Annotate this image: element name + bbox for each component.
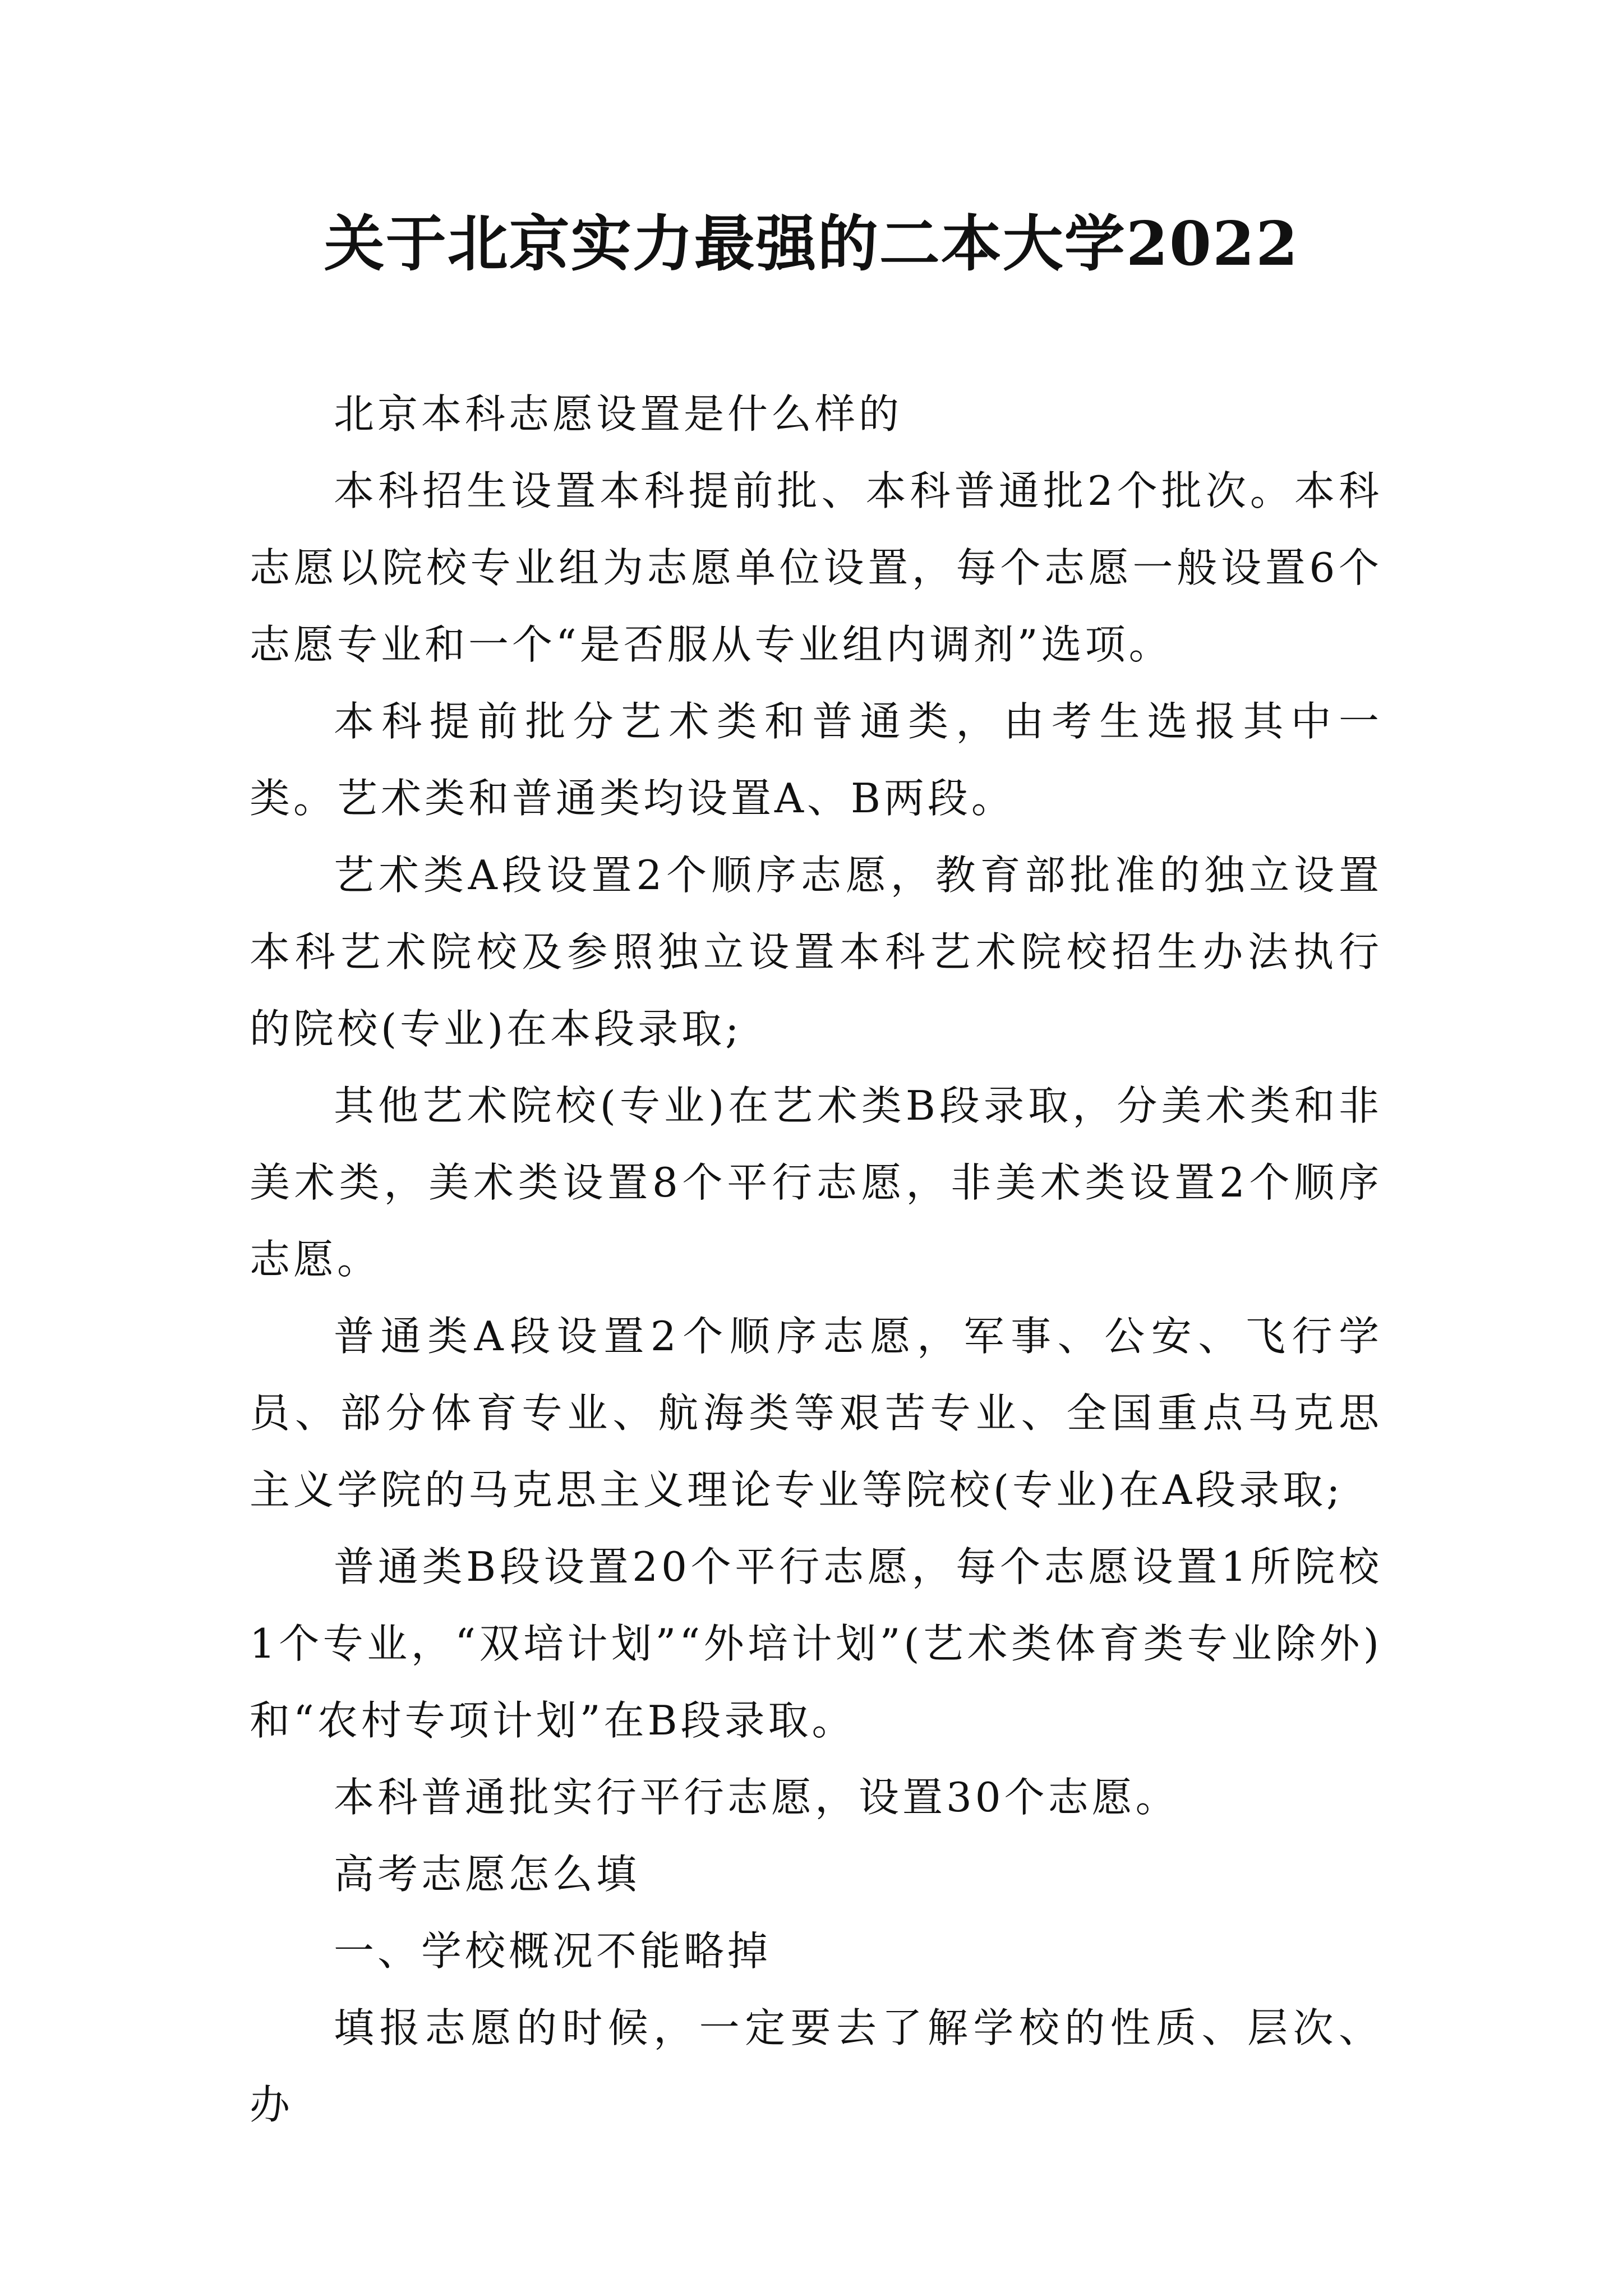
paragraph: 本科普通批实行平行志愿，设置30个志愿。	[334, 1774, 1179, 1821]
subsection-heading: 一、学校概况不能略掉	[334, 1927, 772, 1975]
paragraph: 普通类A段设置2个顺序志愿，军事、公安、飞行学员、部分体育专业、航海类等艰苦专业、全国重点马克思主义学院的马克思主义理论专业等院校(专业)在A段录取;	[250, 1313, 1382, 1513]
paragraph: 北京本科志愿设置是什么样的	[334, 390, 903, 438]
paragraph: 普通类B段设置20个平行志愿，每个志愿设置1所院校1个专业，“双培计划”“外培计划”(艺术类体育类专业除外)和“农村专项计划”在B段录取。	[250, 1543, 1382, 1744]
paragraph: 其他艺术院校(专业)在艺术类B段录取，分美术类和非美术类，美术类设置8个平行志愿，非美术类设置2个顺序志愿。	[250, 1082, 1382, 1283]
document-title: 关于北京实力最强的二本大学2022	[324, 209, 1299, 279]
paragraph: 艺术类A段设置2个顺序志愿，教育部批准的独立设置本科艺术院校及参照独立设置本科艺术院校招生办法执行的院校(专业)在本段录取;	[250, 852, 1382, 1052]
paragraph: 本科招生设置本科提前批、本科普通批2个批次。本科志愿以院校专业组为志愿单位设置，每个志愿一般设置6个志愿专业和一个“是否服从专业组内调剂”选项。	[250, 467, 1382, 668]
paragraph: 本科提前批分艺术类和普通类，由考生选报其中一类。艺术类和普通类均设置A、B两段。	[250, 698, 1382, 822]
document-body	[250, 376, 1382, 2143]
section-heading: 高考志愿怎么填	[334, 1851, 640, 1898]
paragraph: 填报志愿的时候，一定要去了解学校的性质、层次、办	[250, 2004, 1382, 2128]
